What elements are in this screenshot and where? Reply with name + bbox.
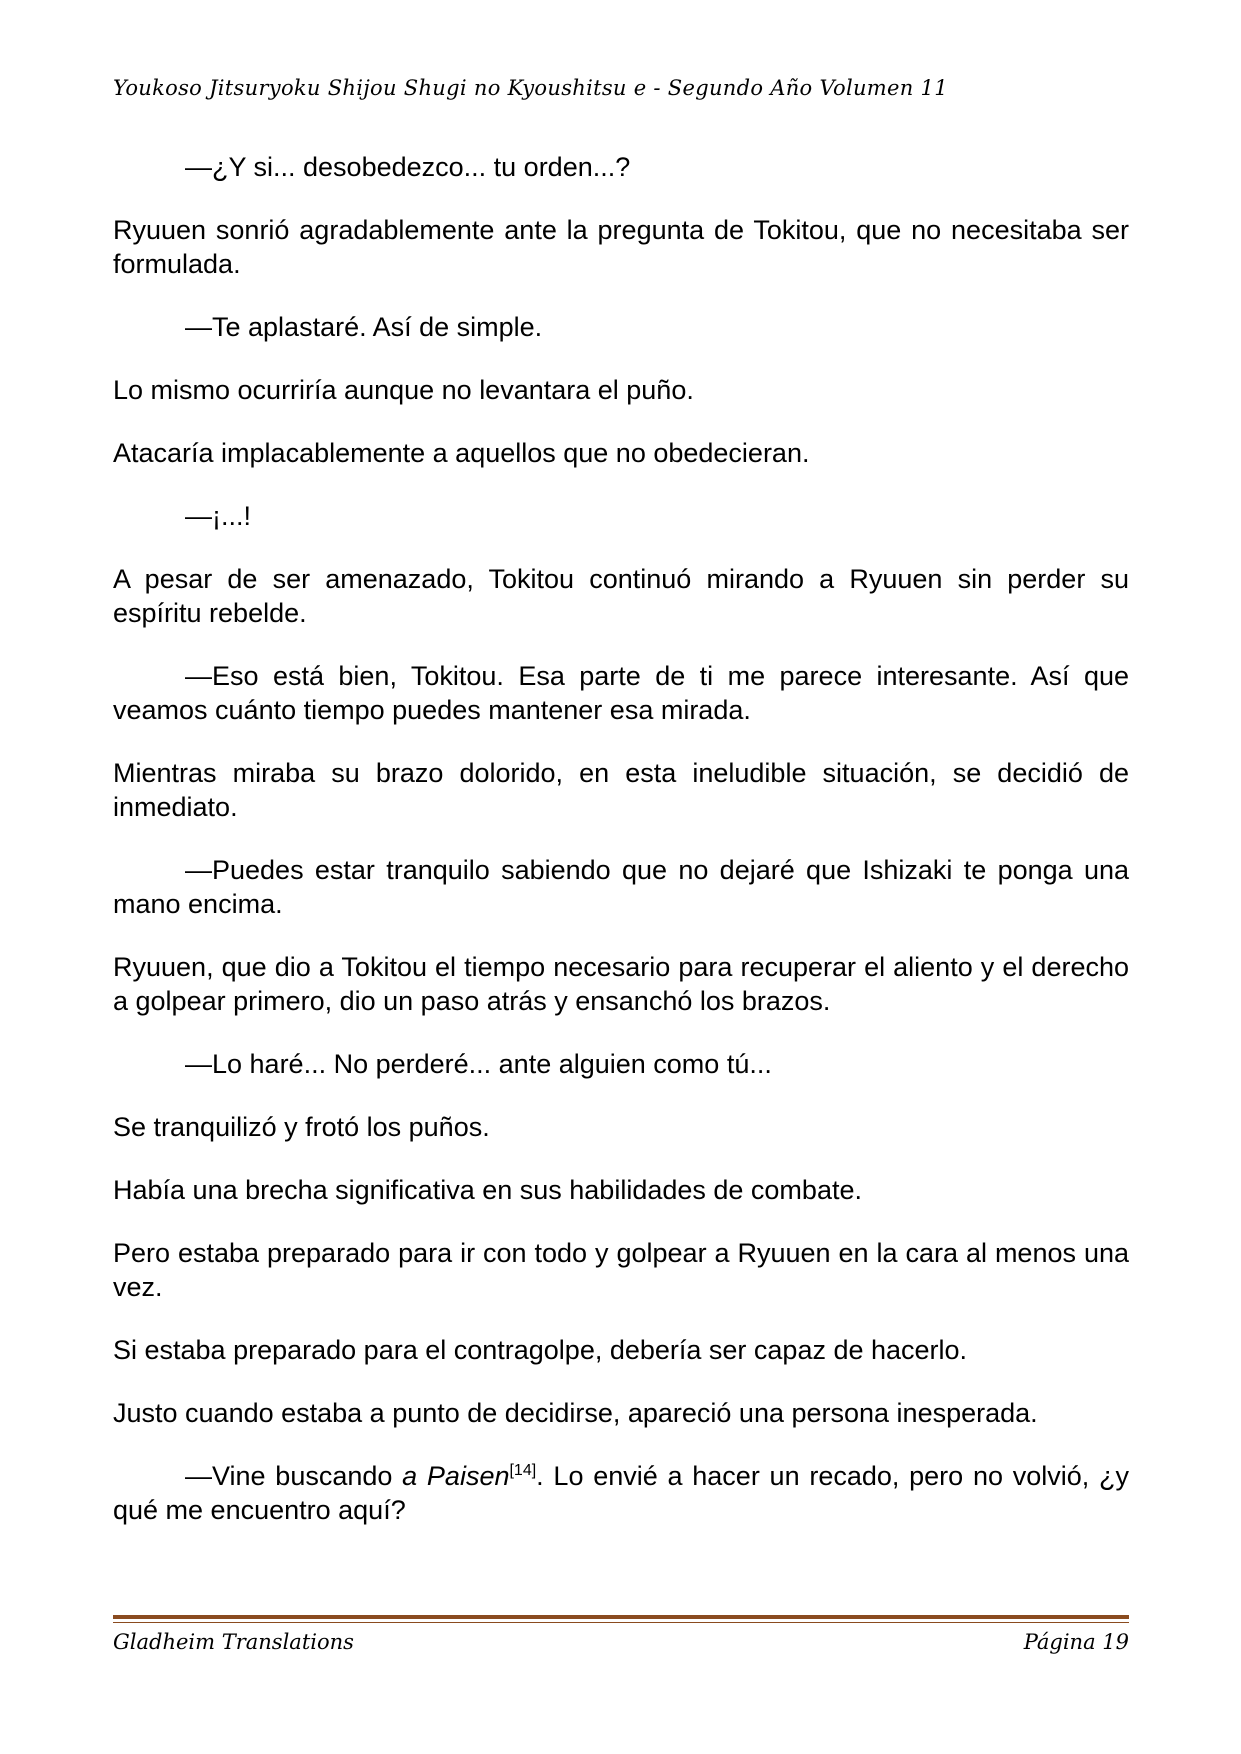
paragraph-dialog-last	[113, 1459, 1129, 1527]
paragraph-dialog: —Puedes estar tranquilo sabiendo que no dejaré que Ishizaki te ponga una mano encima.	[113, 855, 1129, 919]
footer-translator: Gladheim Translations	[113, 1630, 354, 1654]
paragraph: A pesar de ser amenazado, Tokitou continuó mirando a Ryuuen sin perder su espíritu rebelde.	[113, 564, 1129, 628]
dialog-text-start: —Vine buscando	[185, 1461, 403, 1491]
paragraph-dialog: —¡...!	[185, 501, 251, 531]
footer-divider-thin-line	[113, 1622, 1129, 1623]
paragraph: Atacaría implacablemente a aquellos que no obedecieran.	[113, 438, 810, 468]
paragraph: Si estaba preparado para el contragolpe, debería ser capaz de hacerlo.	[113, 1335, 968, 1365]
paragraph: Ryuuen sonrió agradablemente ante la pregunta de Tokitou, que no necesitaba ser formulada.	[113, 215, 1129, 279]
footer-divider-thick-line	[113, 1615, 1129, 1619]
paragraph-dialog: —Te aplastaré. Así de simple.	[185, 312, 543, 342]
paragraph: Justo cuando estaba a punto de decidirse, apareció una persona inesperada.	[113, 1398, 1038, 1428]
footer-divider	[113, 1615, 1129, 1625]
running-header: Youkoso Jitsuryoku Shijou Shugi no Kyoushitsu e - Segundo Año Volumen 11	[113, 76, 948, 100]
paragraph-dialog: —¿Y si... desobedezco... tu orden...?	[185, 152, 631, 182]
paragraph-dialog: —Eso está bien, Tokitou. Esa parte de ti me parece interesante. Así que veamos cuánto tiempo puedes mantener esa mirada.	[113, 661, 1129, 725]
paragraph: Ryuuen, que dio a Tokitou el tiempo necesario para recuperar el aliento y el derecho a golpear primero, dio un paso atrás y ensanchó los brazos.	[113, 952, 1129, 1016]
paragraph: Mientras miraba su brazo dolorido, en esta ineludible situación, se decidió de inmediato.	[113, 758, 1129, 822]
paragraph-dialog: —Lo haré... No perderé... ante alguien como tú...	[185, 1049, 772, 1079]
italic-term: a Paisen	[402, 1461, 510, 1491]
dialog-text-end: . Lo envié a hacer un recado, pero no volvió, ¿y qué me encuentro aquí?	[113, 1461, 1129, 1525]
footnote-reference[interactable]: [14]	[509, 1462, 537, 1479]
paragraph: Se tranquilizó y frotó los puños.	[113, 1112, 490, 1142]
footer-page-number: Página 19	[1023, 1630, 1129, 1654]
page-body	[113, 150, 1129, 1556]
paragraph: Pero estaba preparado para ir con todo y golpear a Ryuuen en la cara al menos una vez.	[113, 1238, 1129, 1302]
paragraph: Lo mismo ocurriría aunque no levantara el puño.	[113, 375, 694, 405]
paragraph: Había una brecha significativa en sus habilidades de combate.	[113, 1175, 862, 1205]
